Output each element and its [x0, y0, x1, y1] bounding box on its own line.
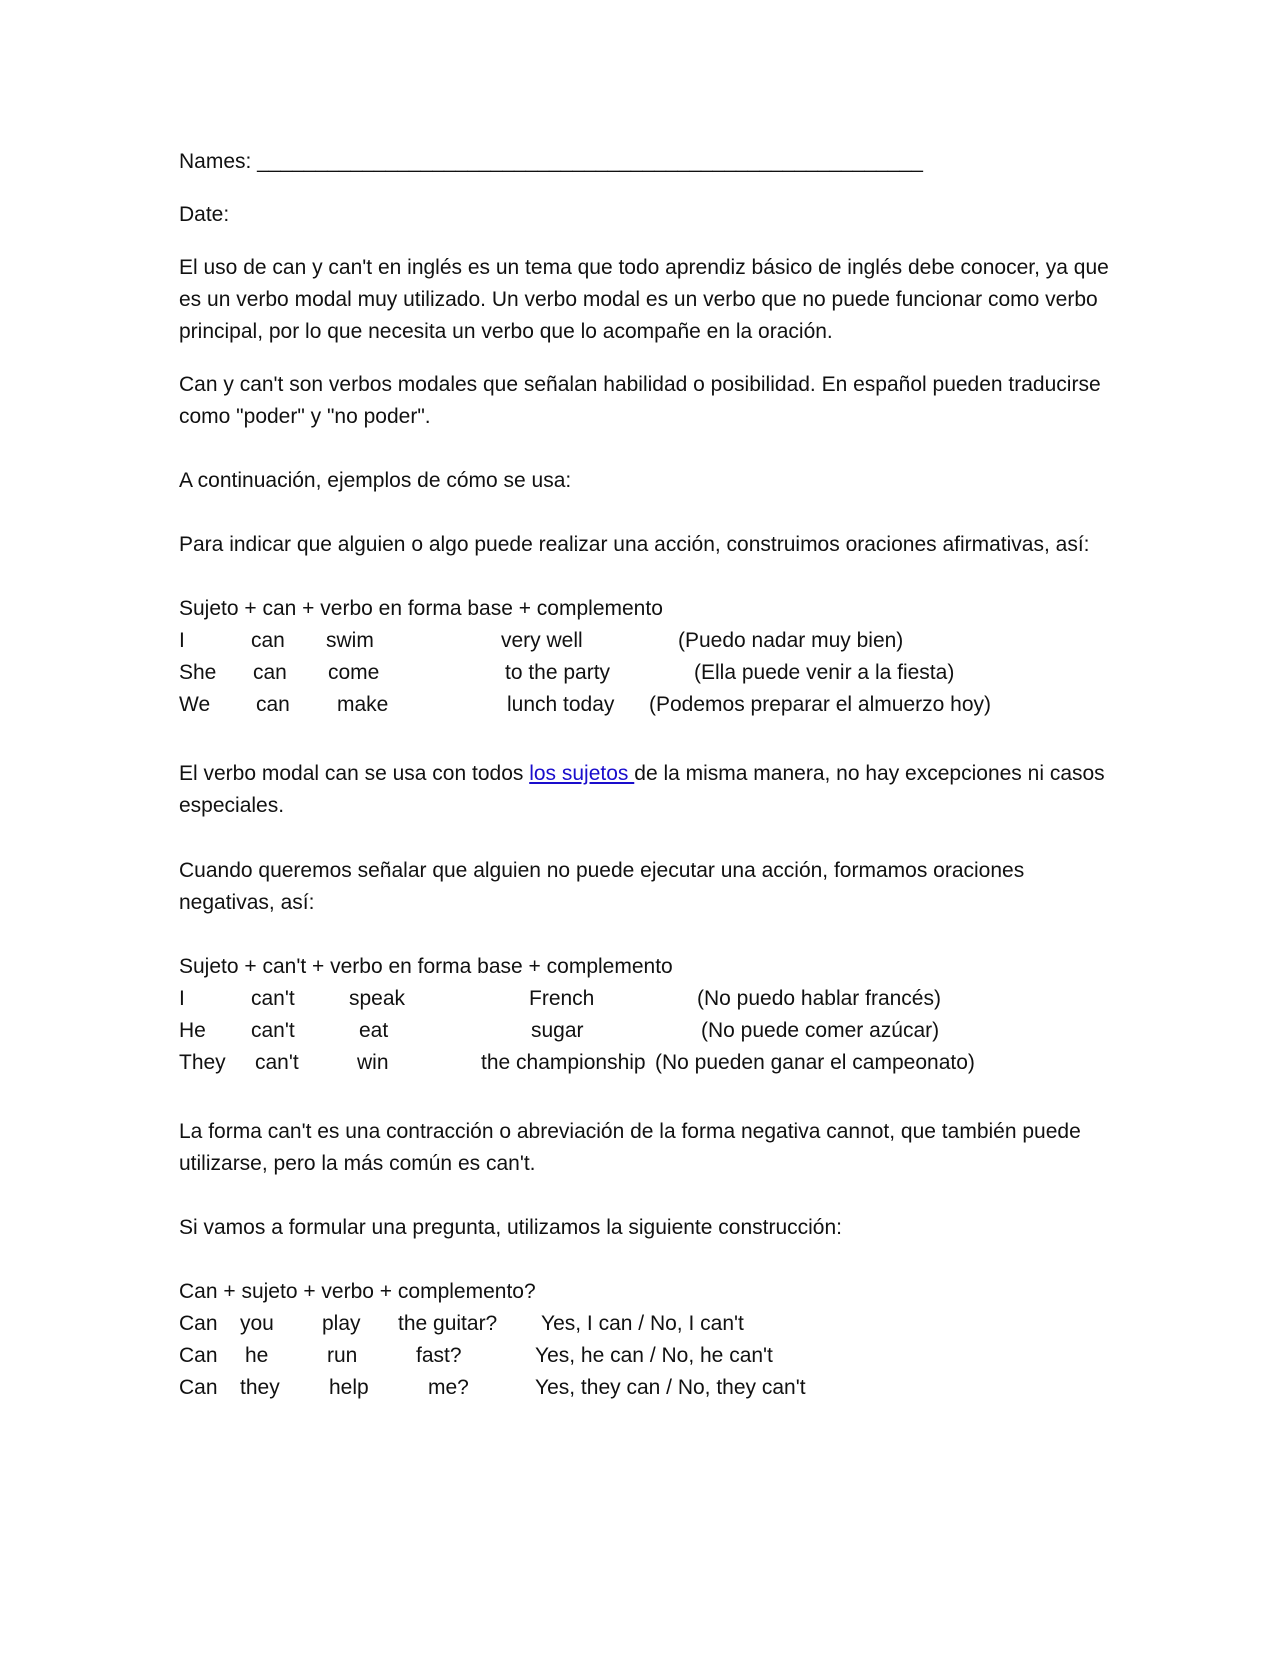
- example-modal: can't: [255, 1051, 299, 1074]
- question-example-row: [0, 1372, 1280, 1404]
- example-complement: French: [529, 987, 595, 1010]
- intro-paragraph-2: Can y can't son verbos modales que señalan habilidad o posibilidad. En español pueden traducirse como "poder" y "no poder".: [179, 373, 1101, 428]
- example-verb: help: [329, 1376, 369, 1399]
- example-translation: (No puede comer azúcar): [701, 1019, 940, 1042]
- example-subject: you: [240, 1312, 274, 1335]
- subjects-link[interactable]: los sujetos: [529, 762, 635, 785]
- example-complement: the championship: [481, 1051, 646, 1074]
- example-verb: swim: [326, 629, 374, 652]
- contraction-note-paragraph: La forma can't es una contracción o abreviación de la forma negativa cannot, que también puede utilizarse, pero la más común es can't.: [179, 1120, 1081, 1175]
- example-answer: Yes, he can / No, he can't: [535, 1344, 773, 1367]
- example-verb: make: [337, 693, 389, 716]
- example-modal: Can: [179, 1312, 218, 1335]
- question-example-row: [0, 1308, 1280, 1340]
- example-answer: Yes, I can / No, I can't: [541, 1312, 744, 1335]
- negative-intro-paragraph: Cuando queremos señalar que alguien no puede ejecutar una acción, formamos oraciones negativas, así:: [179, 859, 1025, 914]
- question-intro-paragraph: Si vamos a formular una pregunta, utilizamos la siguiente construcción:: [179, 1216, 842, 1239]
- example-verb: play: [322, 1312, 361, 1335]
- example-translation: (Ella puede venir a la fiesta): [694, 661, 955, 684]
- intro-paragraph-4: Para indicar que alguien o algo puede realizar una acción, construimos oraciones afirmativas, así:: [179, 533, 1090, 556]
- example-complement: to the party: [505, 661, 611, 684]
- negative-formula: Sujeto + can't + verbo en forma base + complemento: [179, 955, 673, 978]
- example-subject: She: [179, 661, 217, 684]
- example-verb: eat: [359, 1019, 389, 1042]
- affirmative-formula: Sujeto + can + verbo en forma base + complemento: [179, 597, 663, 620]
- example-verb: run: [327, 1344, 358, 1367]
- question-formula: Can + sujeto + verbo + complemento?: [179, 1280, 536, 1303]
- example-subject: We: [179, 693, 211, 716]
- affirmative-example-row: [0, 625, 1280, 657]
- intro-paragraph-3: A continuación, ejemplos de cómo se usa:: [179, 469, 572, 492]
- example-modal: can: [251, 629, 285, 652]
- negative-example-row: [0, 1047, 1280, 1079]
- example-verb: speak: [349, 987, 406, 1010]
- example-modal: can't: [251, 987, 295, 1010]
- example-verb: come: [328, 661, 380, 684]
- example-subject: I: [179, 629, 185, 652]
- example-translation: (No puedo hablar francés): [697, 987, 941, 1010]
- intro-paragraph-1: El uso de can y can't en inglés es un tema que todo aprendiz básico de inglés debe conocer, ya que es un verbo modal muy utilizado. Un verbo modal es un verbo que no puede funcionar como verbo principal, por lo que necesita un verbo que lo acompañe en la oración.: [179, 256, 1109, 343]
- note-text-before: El verbo modal can se usa con todos: [179, 762, 530, 785]
- example-subject: they: [240, 1376, 280, 1399]
- example-modal: can't: [251, 1019, 295, 1042]
- example-complement: sugar: [531, 1019, 584, 1042]
- question-example-row: [0, 1340, 1280, 1372]
- example-modal: Can: [179, 1344, 218, 1367]
- example-subject: He: [179, 1019, 206, 1042]
- example-complement: lunch today: [507, 693, 615, 716]
- example-subject: he: [245, 1344, 269, 1367]
- affirmative-example-row: [0, 657, 1280, 689]
- example-verb: win: [357, 1051, 389, 1074]
- note-text-after: de la misma manera, no hay excepciones ni casos especiales.: [179, 762, 1105, 817]
- example-translation: (Podemos preparar el almuerzo hoy): [649, 693, 991, 716]
- example-subject: I: [179, 987, 185, 1010]
- example-answer: Yes, they can / No, they can't: [535, 1376, 806, 1399]
- example-translation: (No pueden ganar el campeonato): [655, 1051, 975, 1074]
- example-modal: can: [256, 693, 290, 716]
- names-field: Names: _________________________________________________________: [179, 150, 923, 173]
- example-modal: Can: [179, 1376, 218, 1399]
- example-modal: can: [253, 661, 287, 684]
- note-subjects-paragraph: [179, 758, 1109, 822]
- negative-example-row: [0, 983, 1280, 1015]
- example-translation: (Puedo nadar muy bien): [678, 629, 904, 652]
- example-complement: very well: [501, 629, 583, 652]
- example-subject: They: [179, 1051, 226, 1074]
- date-field: Date:: [179, 203, 230, 226]
- example-complement: fast?: [416, 1344, 462, 1367]
- example-complement: me?: [428, 1376, 469, 1399]
- negative-example-row: [0, 1015, 1280, 1047]
- example-complement: the guitar?: [398, 1312, 498, 1335]
- affirmative-example-row: [0, 689, 1280, 721]
